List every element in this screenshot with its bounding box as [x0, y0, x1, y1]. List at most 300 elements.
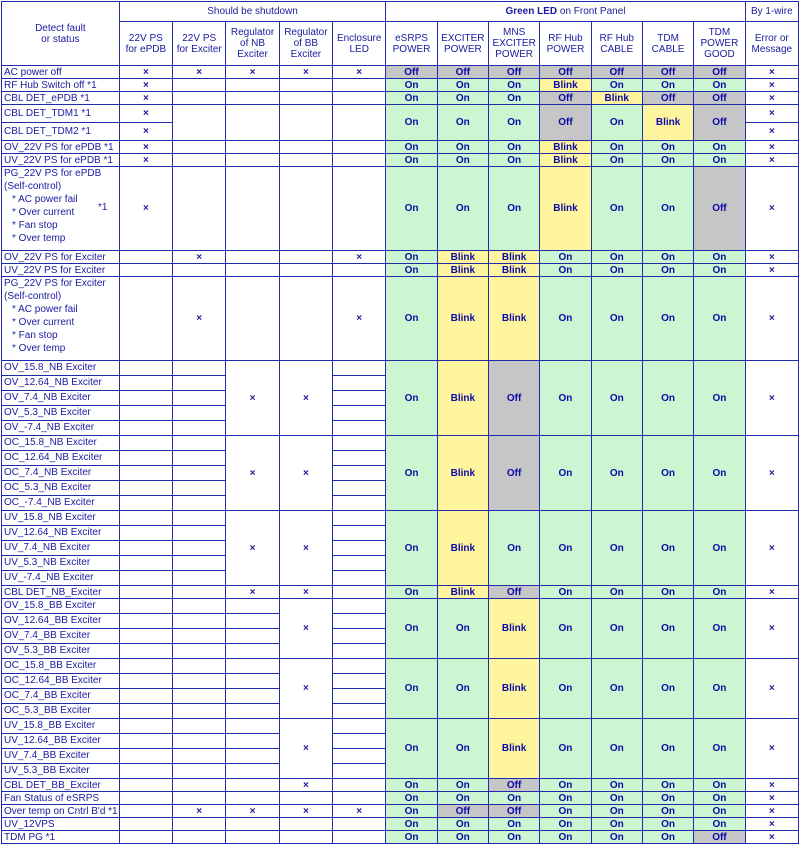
mark: ×: [745, 277, 798, 361]
led-status: On: [386, 105, 437, 141]
row-label: OV_-7.4_NB Exciter: [4, 422, 95, 433]
col-esrps-power: eSRPS POWER: [386, 22, 437, 66]
led-status: On: [694, 277, 745, 361]
mark: ×: [279, 436, 332, 511]
mark: ×: [119, 154, 172, 167]
led-status: On: [386, 831, 437, 844]
table-row: [2, 79, 799, 92]
row-label: CBL DET_TDM2 *1: [2, 123, 120, 141]
led-status: Off: [694, 105, 745, 141]
pg-line: * Fan stop: [12, 330, 58, 341]
led-status: On: [540, 264, 591, 277]
led-status: On: [540, 511, 591, 586]
led-status: On: [386, 251, 437, 264]
mark: ×: [119, 167, 172, 251]
table-row-group: [2, 659, 799, 719]
led-status: On: [694, 586, 745, 599]
row-label: CBL DET_ePDB *1: [2, 92, 120, 105]
led-status: Off: [694, 92, 745, 105]
mark: ×: [279, 66, 332, 79]
led-status: On: [591, 511, 642, 586]
led-status: On: [437, 818, 488, 831]
led-status: Off: [540, 105, 591, 141]
row-label: UV_15.8_NB Exciter: [2, 511, 119, 526]
led-status: On: [386, 792, 437, 805]
led-status: On: [694, 805, 745, 818]
led-status: On: [591, 586, 642, 599]
mark: ×: [226, 66, 279, 79]
mark: ×: [745, 79, 798, 92]
row-label: UV_5.3_BB Exciter: [4, 765, 90, 776]
mark: ×: [745, 92, 798, 105]
row-label: UV_22V PS for ePDB *1: [2, 154, 120, 167]
row-label: CBL DET_TDM1 *1: [2, 105, 120, 123]
mark: ×: [279, 805, 332, 818]
led-status: On: [540, 792, 591, 805]
mark: ×: [333, 66, 386, 79]
mark: ×: [333, 251, 386, 264]
row-label: OC_5.3_BB Exciter: [4, 705, 91, 716]
mark: ×: [226, 805, 279, 818]
led-status: On: [540, 805, 591, 818]
led-status: On: [488, 167, 539, 251]
col-22v-epdb: 22V PS for ePDB: [119, 22, 172, 66]
led-status: On: [591, 79, 642, 92]
row-label: TDM PG *1: [2, 831, 120, 844]
col-mns-exciter-power: MNS EXCITER POWER: [488, 22, 539, 66]
led-status: On: [694, 511, 745, 586]
led-status: On: [437, 779, 488, 792]
led-status: On: [591, 105, 642, 141]
led-status: On: [694, 792, 745, 805]
led-status: On: [591, 659, 642, 719]
mark: ×: [119, 105, 172, 123]
led-status: On: [540, 779, 591, 792]
row-label: Over temp on Cntrl B'd *1: [2, 805, 120, 818]
led-status: On: [642, 277, 693, 361]
table-row: [2, 92, 799, 105]
mark: ×: [173, 805, 226, 818]
led-status: On: [437, 599, 488, 659]
led-status: On: [437, 167, 488, 251]
row-label: RF Hub Switch off *1: [2, 79, 120, 92]
row-label: UV_7.4_NB Exciter: [2, 541, 119, 556]
mark: ×: [226, 511, 279, 586]
led-status: On: [694, 361, 745, 436]
led-status: On: [386, 586, 437, 599]
led-status: On: [540, 831, 591, 844]
led-status: Off: [694, 66, 745, 79]
row-label: OC_12.64_NB Exciter: [2, 451, 119, 466]
mark: ×: [745, 818, 798, 831]
table-row-group: [2, 511, 799, 586]
led-status: Blink: [488, 599, 539, 659]
led-status: Blink: [540, 167, 591, 251]
led-status: On: [540, 436, 591, 511]
note-marker: *1: [98, 202, 108, 213]
led-status: Off: [386, 66, 437, 79]
table-row-group: [2, 599, 799, 659]
row-label: OV_7.4_BB Exciter: [2, 629, 119, 644]
led-status: On: [540, 818, 591, 831]
mark: ×: [745, 659, 798, 719]
row-label: OC_5.3_NB Exciter: [2, 481, 119, 496]
led-status: On: [642, 436, 693, 511]
led-status: Blink: [437, 586, 488, 599]
group-labels: [2, 436, 120, 511]
led-status: On: [488, 792, 539, 805]
mark: ×: [173, 277, 226, 361]
led-status: On: [591, 361, 642, 436]
led-status: On: [488, 92, 539, 105]
led-status: On: [386, 818, 437, 831]
led-status: Off: [488, 779, 539, 792]
table-row-group: [2, 719, 799, 779]
led-status: Blink: [591, 92, 642, 105]
row-label: UV_12.64_NB Exciter: [2, 526, 119, 541]
mark: ×: [279, 361, 332, 436]
led-status: Blink: [437, 511, 488, 586]
led-status: On: [488, 831, 539, 844]
mark: ×: [279, 659, 332, 719]
col-tdm-power-good: TDM POWER GOOD: [694, 22, 745, 66]
mark: ×: [745, 831, 798, 844]
should-shutdown-header: Should be shutdown: [119, 2, 386, 22]
led-status: On: [642, 141, 693, 154]
mark: ×: [745, 436, 798, 511]
led-status: Blink: [540, 154, 591, 167]
table-row: [2, 264, 799, 277]
col-rf-hub-cable: RF Hub CABLE: [591, 22, 642, 66]
led-status: On: [642, 361, 693, 436]
led-status: Off: [694, 831, 745, 844]
mark: ×: [745, 599, 798, 659]
row-label: CBL DET_BB_Exciter: [2, 779, 120, 792]
led-status: On: [642, 264, 693, 277]
mark: ×: [745, 511, 798, 586]
led-status: On: [591, 818, 642, 831]
table-row: [2, 586, 799, 599]
table-row: [2, 818, 799, 831]
detect-header: Detect fault or status: [2, 2, 120, 66]
table-row: [2, 792, 799, 805]
led-status: On: [437, 141, 488, 154]
row-label: OV_12.64_BB Exciter: [2, 614, 119, 629]
mark: ×: [333, 805, 386, 818]
led-status: Blink: [642, 105, 693, 141]
led-status: On: [694, 264, 745, 277]
led-status: Blink: [488, 251, 539, 264]
led-status: On: [642, 818, 693, 831]
mark: ×: [745, 154, 798, 167]
col-exciter-power: EXCITER POWER: [437, 22, 488, 66]
green-led-header: [386, 2, 745, 22]
col-enclosure-led: Enclosure LED: [333, 22, 386, 66]
led-status: On: [386, 599, 437, 659]
mark: ×: [745, 779, 798, 792]
pg-line: (Self-control): [4, 291, 62, 302]
led-status: On: [642, 805, 693, 818]
green-led-rest: on Front Panel: [557, 6, 626, 17]
led-status: On: [386, 659, 437, 719]
row-label: OV_12.64_NB Exciter: [2, 376, 119, 391]
led-status: On: [694, 436, 745, 511]
mark: ×: [119, 123, 172, 141]
pg-line: * Over temp: [12, 343, 66, 354]
led-status: On: [386, 779, 437, 792]
led-status: Off: [694, 167, 745, 251]
row-label: OC_7.4_NB Exciter: [2, 466, 119, 481]
led-status: Off: [591, 66, 642, 79]
pg-line: * AC power fail: [12, 304, 78, 315]
mark: ×: [745, 805, 798, 818]
pg-line: * Over current: [12, 317, 75, 328]
led-status: On: [386, 805, 437, 818]
led-status: On: [386, 154, 437, 167]
led-status: On: [694, 154, 745, 167]
fault-status-table: [1, 1, 799, 844]
led-status: On: [386, 92, 437, 105]
group-labels: [2, 511, 120, 586]
led-status: On: [488, 818, 539, 831]
led-status: On: [437, 659, 488, 719]
led-status: Off: [488, 805, 539, 818]
row-label: OC_-7.4_NB Exciter: [4, 497, 95, 508]
mark: ×: [745, 141, 798, 154]
row-label: UV_12.64_BB Exciter: [2, 734, 119, 749]
table-row: [2, 277, 799, 361]
led-status: On: [488, 79, 539, 92]
led-status: On: [437, 105, 488, 141]
group-labels: [2, 719, 120, 779]
group-labels: [2, 659, 120, 719]
pg-line: (Self-control): [4, 181, 62, 192]
led-status: On: [540, 586, 591, 599]
row-label: UV_12VPS: [2, 818, 120, 831]
pg-line: * Over temp: [12, 233, 66, 244]
led-status: On: [386, 361, 437, 436]
led-status: On: [386, 719, 437, 779]
table-row: [2, 251, 799, 264]
col-error-message: Error or Message: [745, 22, 798, 66]
row-label: OV_22V PS for Exciter: [2, 251, 120, 264]
led-status: On: [540, 361, 591, 436]
led-status: On: [591, 792, 642, 805]
led-status: Off: [642, 66, 693, 79]
green-led-bold: Green LED: [505, 6, 558, 17]
table-row: [2, 105, 799, 123]
mark: ×: [745, 105, 798, 123]
led-status: On: [642, 719, 693, 779]
row-label: OC_7.4_BB Exciter: [2, 689, 119, 704]
mark: ×: [279, 511, 332, 586]
led-status: On: [540, 599, 591, 659]
led-status: On: [488, 154, 539, 167]
mark: ×: [745, 251, 798, 264]
mark: ×: [119, 79, 172, 92]
led-status: On: [437, 92, 488, 105]
table-row: [2, 831, 799, 844]
mark: ×: [745, 586, 798, 599]
mark: ×: [745, 792, 798, 805]
pg-line: * Fan stop: [12, 220, 58, 231]
led-status: Blink: [488, 264, 539, 277]
table-row: [2, 66, 799, 79]
mark: ×: [745, 123, 798, 141]
led-status: On: [642, 659, 693, 719]
table-row: [2, 154, 799, 167]
led-status: Off: [488, 361, 539, 436]
col-reg-bb: Regulator of BB Exciter: [279, 22, 332, 66]
mark: ×: [226, 361, 279, 436]
led-status: On: [591, 141, 642, 154]
group-labels: [2, 599, 120, 659]
led-status: On: [488, 141, 539, 154]
led-status: On: [488, 511, 539, 586]
led-status: On: [694, 659, 745, 719]
mark: ×: [119, 66, 172, 79]
row-label: OV_5.3_BB Exciter: [4, 645, 91, 656]
led-status: On: [591, 436, 642, 511]
row-label: UV_-7.4_NB Exciter: [4, 572, 94, 583]
led-status: On: [540, 659, 591, 719]
table-row: [2, 779, 799, 792]
led-status: Off: [642, 92, 693, 105]
mark: ×: [173, 66, 226, 79]
led-status: On: [591, 831, 642, 844]
mark: ×: [173, 251, 226, 264]
mark: ×: [745, 264, 798, 277]
led-status: On: [591, 779, 642, 792]
row-label: OC_12.64_BB Exciter: [2, 674, 119, 689]
led-status: On: [694, 818, 745, 831]
led-status: On: [591, 805, 642, 818]
led-status: On: [591, 154, 642, 167]
row-label: UV_7.4_BB Exciter: [2, 749, 119, 764]
led-status: On: [437, 792, 488, 805]
by-1wire-header: By 1-wire: [745, 2, 798, 22]
led-status: On: [642, 792, 693, 805]
col-tdm-cable: TDM CABLE: [642, 22, 693, 66]
pg-line: PG_22V PS for Exciter: [4, 278, 106, 289]
mark: ×: [279, 599, 332, 659]
led-status: On: [642, 779, 693, 792]
led-status: Off: [488, 586, 539, 599]
row-label: OC_15.8_NB Exciter: [2, 436, 119, 451]
led-status: On: [437, 79, 488, 92]
table-row-group: [2, 436, 799, 511]
led-status: Blink: [540, 141, 591, 154]
led-status: Blink: [437, 277, 488, 361]
mark: ×: [279, 586, 332, 599]
mark: ×: [119, 92, 172, 105]
led-status: On: [540, 719, 591, 779]
mark: ×: [745, 167, 798, 251]
led-status: On: [437, 154, 488, 167]
row-label: OV_7.4_NB Exciter: [2, 391, 119, 406]
table-row-group: [2, 361, 799, 436]
row-label: UV_5.3_NB Exciter: [2, 556, 119, 571]
led-status: On: [386, 277, 437, 361]
led-status: On: [488, 105, 539, 141]
mark: ×: [279, 719, 332, 779]
led-status: Off: [540, 92, 591, 105]
led-status: On: [642, 167, 693, 251]
led-status: On: [694, 599, 745, 659]
table-row: [2, 167, 799, 251]
led-status: Off: [540, 66, 591, 79]
mark: ×: [226, 436, 279, 511]
led-status: On: [540, 277, 591, 361]
row-label: OV_15.8_BB Exciter: [2, 599, 119, 614]
led-status: Blink: [488, 277, 539, 361]
led-status: Off: [437, 805, 488, 818]
led-status: On: [591, 167, 642, 251]
led-status: On: [386, 436, 437, 511]
col-reg-nb: Regulator of NB Exciter: [226, 22, 279, 66]
led-status: On: [642, 251, 693, 264]
row-label: OV_15.8_NB Exciter: [2, 361, 119, 376]
led-status: On: [694, 141, 745, 154]
led-status: On: [694, 779, 745, 792]
led-status: Blink: [437, 361, 488, 436]
led-status: Blink: [488, 719, 539, 779]
led-status: Blink: [437, 264, 488, 277]
led-status: On: [642, 511, 693, 586]
led-status: Off: [488, 436, 539, 511]
led-status: On: [540, 251, 591, 264]
led-status: On: [694, 251, 745, 264]
row-label: Fan Status of eSRPS: [2, 792, 120, 805]
led-status: Blink: [437, 251, 488, 264]
led-status: On: [386, 167, 437, 251]
led-status: On: [694, 719, 745, 779]
row-label: AC power off: [2, 66, 120, 79]
row-label: OV_5.3_NB Exciter: [2, 406, 119, 421]
led-status: On: [591, 719, 642, 779]
row-label: CBL DET_NB_Exciter: [2, 586, 120, 599]
led-status: On: [591, 277, 642, 361]
led-status: On: [386, 264, 437, 277]
table-row: [2, 141, 799, 154]
row-label: OV_22V PS for ePDB *1: [2, 141, 120, 154]
led-status: Blink: [540, 79, 591, 92]
row-label: OC_15.8_BB Exciter: [2, 659, 119, 674]
mark: ×: [745, 719, 798, 779]
led-status: On: [642, 586, 693, 599]
led-status: On: [437, 719, 488, 779]
led-status: On: [386, 511, 437, 586]
led-status: On: [642, 599, 693, 659]
mark: ×: [745, 361, 798, 436]
led-status: On: [386, 141, 437, 154]
row-label: UV_15.8_BB Exciter: [2, 719, 119, 734]
row-label: [2, 277, 120, 361]
led-status: Blink: [437, 436, 488, 511]
led-status: On: [591, 599, 642, 659]
col-rf-hub-power: RF Hub POWER: [540, 22, 591, 66]
led-status: On: [591, 251, 642, 264]
led-status: Off: [437, 66, 488, 79]
pg-line: PG_22V PS for ePDB: [4, 168, 102, 179]
led-status: On: [694, 79, 745, 92]
table-row: [2, 805, 799, 818]
group-labels: [2, 361, 120, 436]
led-status: On: [642, 831, 693, 844]
pg-line: * AC power fail: [12, 194, 78, 205]
pg-line: * Over current: [12, 207, 75, 218]
col-22v-exciter: 22V PS for Exciter: [173, 22, 226, 66]
